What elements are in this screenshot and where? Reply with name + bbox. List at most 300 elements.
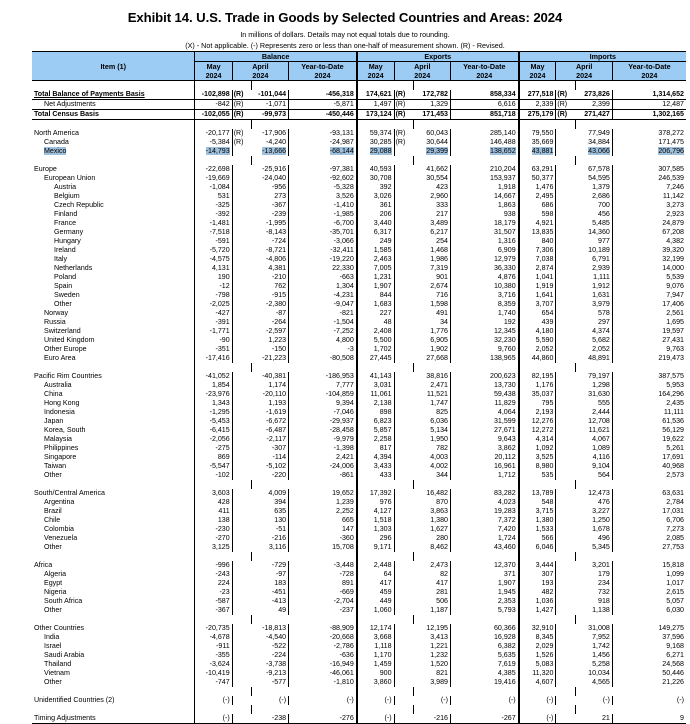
revised-flag — [394, 291, 413, 300]
imports-ytd-value: 9,763 — [666, 345, 684, 353]
balance-may-value: -798 — [215, 291, 230, 299]
imports-ytd-cell — [612, 219, 686, 228]
revised-flag — [232, 714, 251, 724]
header-item: Item (1) — [32, 52, 195, 81]
revised-flag — [394, 255, 413, 264]
exports-ytd-value: 851,718 — [490, 110, 516, 118]
exports-ytd-value: 5,793 — [497, 606, 516, 614]
row-label-text: Poland — [54, 273, 77, 281]
imports-ytd-cell — [612, 498, 686, 507]
exports-may-cell — [357, 399, 394, 408]
exports-may-cell — [357, 642, 394, 651]
imports-may-cell — [519, 255, 556, 264]
imports-april-value: 4,374 — [592, 327, 610, 335]
balance-april-value: -451 — [271, 588, 287, 596]
balance-ytd-value: -1,810 — [333, 678, 354, 686]
exports-ytd-value: 7,420 — [497, 525, 516, 533]
imports-may-cell — [519, 660, 556, 669]
revised-flag — [556, 696, 575, 705]
balance-ytd-value: -19,220 — [329, 255, 354, 263]
revised-flag — [556, 651, 575, 660]
row-label-text: Taiwan — [44, 462, 67, 470]
exports-april-value: 782 — [436, 444, 448, 452]
imports-april-value: 3,201 — [592, 561, 610, 569]
exports-ytd-value: 83,282 — [493, 489, 516, 497]
revised-flag — [232, 597, 251, 606]
balance-may-cell — [195, 138, 232, 147]
imports-may-value: (-) — [546, 696, 554, 704]
imports-may-value: 1,380 — [535, 516, 554, 524]
exports-may-cell — [357, 210, 394, 219]
imports-april-value: 476 — [598, 498, 610, 506]
exports-ytd-value: 138,965 — [490, 354, 516, 362]
revised-flag — [232, 147, 251, 156]
imports-april-cell — [575, 300, 612, 309]
balance-april-cell — [251, 174, 288, 183]
row-label — [32, 660, 195, 669]
revised-flag — [556, 624, 575, 633]
revised-flag — [556, 579, 575, 588]
imports-april-value: 1,298 — [592, 381, 610, 389]
imports-may-cell — [519, 597, 556, 606]
table-row — [32, 318, 686, 327]
balance-may-cell — [195, 462, 232, 471]
row-label-text: Hungary — [54, 237, 81, 245]
row-label — [32, 516, 195, 525]
exports-april-value: 825 — [436, 408, 448, 416]
balance-may-cell — [195, 588, 232, 597]
header-col-line1: April — [414, 62, 431, 71]
balance-ytd-value: 4,800 — [336, 336, 354, 344]
exports-may-value: 5,500 — [373, 336, 392, 344]
header-exports-col-0 — [357, 62, 394, 81]
balance-ytd-cell — [289, 696, 357, 705]
exports-april-cell — [413, 678, 450, 687]
exports-april-value: 217 — [436, 210, 448, 218]
table-row — [32, 660, 686, 669]
imports-may-cell — [519, 633, 556, 642]
revised-flag — [394, 642, 413, 651]
exports-may-value: 449 — [379, 597, 392, 605]
balance-may-value: -5,384 — [209, 138, 230, 146]
balance-april-value: 3,116 — [268, 543, 287, 551]
exports-april-value: 4,002 — [430, 462, 448, 470]
balance-april-cell — [251, 100, 288, 110]
balance-ytd-cell — [289, 435, 357, 444]
imports-may-cell — [519, 90, 556, 100]
imports-april-cell — [575, 183, 612, 192]
revised-flag — [556, 273, 575, 282]
balance-may-value: -275 — [215, 444, 230, 452]
table-row — [32, 597, 686, 606]
table-row — [32, 255, 686, 264]
balance-may-value: -20,735 — [205, 624, 230, 632]
balance-ytd-cell — [289, 597, 357, 606]
balance-ytd-cell — [289, 228, 357, 237]
revised-flag — [556, 336, 575, 345]
revised-flag — [556, 318, 575, 327]
exports-april-cell — [413, 561, 450, 570]
balance-april-cell — [251, 417, 288, 426]
balance-ytd-value: -3,066 — [333, 237, 354, 245]
table-row — [32, 110, 686, 120]
imports-april-cell — [575, 489, 612, 498]
revised-flag — [394, 336, 413, 345]
balance-may-value: 4,131 — [211, 264, 230, 272]
exports-may-value: 30,708 — [369, 174, 392, 182]
balance-april-value: 4,009 — [268, 489, 287, 497]
imports-ytd-value: 5,261 — [666, 444, 684, 452]
exports-ytd-cell — [450, 183, 518, 192]
imports-april-value: 10,189 — [588, 246, 610, 254]
exports-ytd-value: 60,366 — [493, 624, 516, 632]
revised-flag — [232, 408, 251, 417]
revised-flag — [556, 669, 575, 678]
exports-april-cell — [413, 327, 450, 336]
exports-may-cell — [357, 435, 394, 444]
exports-april-cell — [413, 651, 450, 660]
row-label — [32, 561, 195, 570]
revised-flag — [556, 165, 575, 174]
row-label-text: Ireland — [54, 246, 76, 254]
exports-ytd-value: 31,599 — [493, 417, 516, 425]
exports-may-cell — [357, 561, 394, 570]
balance-april-value: -21,223 — [262, 354, 287, 362]
imports-april-value: 234 — [598, 579, 610, 587]
exports-ytd-value: 12,979 — [493, 255, 516, 263]
row-label — [32, 210, 195, 219]
imports-may-value: 1,092 — [535, 444, 554, 452]
imports-ytd-value: 56,129 — [662, 426, 684, 434]
exports-april-value: 8,462 — [430, 543, 448, 551]
spacer-row — [32, 705, 686, 714]
exports-ytd-cell — [450, 543, 518, 552]
exports-ytd-cell — [450, 100, 518, 110]
exports-april-cell — [413, 696, 450, 705]
exports-ytd-value: 36,330 — [493, 264, 516, 272]
imports-may-value: 2,029 — [535, 642, 554, 650]
balance-ytd-value: -20,668 — [329, 633, 354, 641]
imports-may-cell — [519, 219, 556, 228]
exports-april-value: 82 — [440, 570, 448, 578]
balance-ytd-value: -88,909 — [329, 624, 354, 632]
imports-ytd-cell — [612, 399, 686, 408]
exports-ytd-cell — [450, 525, 518, 534]
exports-april-cell — [413, 633, 450, 642]
row-label-text: Sweden — [54, 291, 80, 299]
balance-may-value: -41,052 — [205, 372, 230, 380]
balance-april-value: 130 — [274, 516, 287, 524]
imports-ytd-cell — [612, 543, 686, 552]
imports-april-value: 2,444 — [592, 408, 610, 416]
imports-april-cell — [575, 246, 612, 255]
balance-april-value: 762 — [274, 282, 287, 290]
imports-ytd-cell — [612, 642, 686, 651]
imports-april-value: 918 — [598, 597, 610, 605]
exports-may-value: 7,005 — [373, 264, 392, 272]
balance-ytd-value: 2,252 — [336, 507, 354, 515]
table-row — [32, 381, 686, 390]
balance-may-value: -22,698 — [205, 165, 230, 173]
revised-flag — [232, 345, 251, 354]
imports-april-value: 700 — [598, 201, 610, 209]
exports-may-value: 1,907 — [373, 282, 392, 290]
exports-may-cell — [357, 100, 394, 110]
imports-ytd-cell — [612, 534, 686, 543]
imports-april-value: 271,427 — [584, 110, 610, 118]
imports-ytd-cell — [612, 147, 686, 156]
exports-may-value: 59,374 — [369, 129, 392, 137]
row-label — [32, 381, 195, 390]
exports-april-value: 1,747 — [430, 399, 448, 407]
exports-ytd-cell — [450, 282, 518, 291]
imports-april-cell — [575, 201, 612, 210]
exports-may-cell — [357, 282, 394, 291]
revised-flag — [232, 309, 251, 318]
revised-flag: (R) — [232, 90, 251, 100]
exports-may-value: 1,683 — [373, 300, 392, 308]
imports-ytd-value: 61,536 — [662, 417, 684, 425]
revised-flag — [556, 417, 575, 426]
exports-april-cell — [413, 309, 450, 318]
imports-april-value: 34,884 — [588, 138, 610, 146]
exports-ytd-cell — [450, 453, 518, 462]
balance-may-value: 138 — [217, 516, 230, 524]
spacer-row — [32, 81, 686, 91]
balance-ytd-value: -669 — [339, 588, 354, 596]
balance-ytd-value: -97,381 — [329, 165, 354, 173]
row-label-text: Singapore — [44, 453, 77, 461]
balance-may-value: -19,669 — [205, 174, 230, 182]
balance-may-value: -17,416 — [205, 354, 230, 362]
balance-april-value: -220 — [271, 471, 287, 479]
exports-may-value: 976 — [379, 498, 392, 506]
imports-april-cell — [575, 273, 612, 282]
exports-may-cell — [357, 606, 394, 615]
row-label-text: Total Balance of Payments Basis — [34, 90, 145, 98]
exports-april-value: 344 — [436, 471, 448, 479]
table-row — [32, 192, 686, 201]
imports-may-value: 2,052 — [535, 345, 554, 353]
imports-ytd-value: 24,879 — [662, 219, 684, 227]
exports-may-value: 1,118 — [374, 642, 392, 650]
balance-may-value: 1,854 — [211, 381, 230, 389]
row-label-text: Malaysia — [44, 435, 72, 443]
imports-ytd-cell — [612, 588, 686, 597]
revised-flag — [232, 624, 251, 633]
balance-april-cell — [251, 300, 288, 309]
imports-ytd-cell — [612, 318, 686, 327]
exports-may-value: 433 — [379, 471, 392, 479]
exports-ytd-value: 19,416 — [493, 678, 516, 686]
revised-flag — [394, 165, 413, 174]
imports-may-cell — [519, 588, 556, 597]
imports-ytd-cell — [612, 201, 686, 210]
balance-april-value: -307 — [271, 444, 287, 452]
imports-may-value: 43,881 — [531, 147, 554, 155]
exports-may-value: 1,459 — [373, 660, 392, 668]
row-label — [32, 696, 195, 705]
imports-ytd-cell — [612, 669, 686, 678]
exports-may-value: 30,285 — [369, 138, 392, 146]
exports-april-value: 1,232 — [430, 651, 448, 659]
balance-ytd-value: -28,458 — [329, 426, 354, 434]
row-label — [32, 588, 195, 597]
exports-april-cell — [413, 100, 450, 110]
table-row — [32, 624, 686, 633]
imports-april-cell — [575, 174, 612, 183]
table-row — [32, 183, 686, 192]
exports-may-cell — [357, 228, 394, 237]
imports-ytd-value: 6,271 — [666, 651, 684, 659]
exports-may-cell — [357, 660, 394, 669]
balance-ytd-cell — [289, 345, 357, 354]
table-row — [32, 426, 686, 435]
revised-flag — [394, 606, 413, 615]
exports-may-value: 41,143 — [369, 372, 392, 380]
exports-april-value: 1,187 — [430, 606, 448, 614]
exports-may-value: 417 — [379, 579, 392, 587]
imports-april-cell — [575, 570, 612, 579]
balance-april-value: -97 — [275, 570, 287, 578]
revised-flag — [394, 570, 413, 579]
imports-may-cell — [519, 264, 556, 273]
balance-may-value: -842 — [215, 100, 230, 108]
exports-ytd-cell — [450, 498, 518, 507]
balance-april-value: -2,597 — [266, 327, 287, 335]
exports-ytd-value: 200,623 — [490, 372, 516, 380]
revised-flag: (R) — [232, 110, 251, 120]
imports-may-cell — [519, 147, 556, 156]
imports-may-cell — [519, 714, 556, 724]
row-label — [32, 534, 195, 543]
imports-ytd-cell — [612, 426, 686, 435]
imports-may-cell — [519, 237, 556, 246]
revised-flag — [232, 507, 251, 516]
header-imports-col-0 — [519, 62, 556, 81]
exports-april-cell — [413, 453, 450, 462]
imports-april-value: 3,979 — [592, 300, 610, 308]
revised-flag — [556, 264, 575, 273]
imports-may-value: 35,669 — [531, 138, 554, 146]
balance-april-cell — [251, 570, 288, 579]
balance-april-cell — [251, 579, 288, 588]
exports-may-value: 48 — [383, 318, 392, 326]
imports-april-cell — [575, 624, 612, 633]
revised-flag — [556, 561, 575, 570]
imports-may-value: 1,919 — [535, 282, 554, 290]
revised-flag — [394, 237, 413, 246]
exports-ytd-cell — [450, 246, 518, 255]
header-imports-col-1 — [556, 62, 612, 81]
imports-ytd-cell — [612, 408, 686, 417]
imports-may-value: 193 — [541, 579, 554, 587]
revised-flag: (R) — [556, 110, 575, 120]
table-row — [32, 561, 686, 570]
revised-flag — [232, 192, 251, 201]
exports-april-value: 2,960 — [430, 192, 448, 200]
revised-flag — [394, 651, 413, 660]
balance-ytd-cell — [289, 165, 357, 174]
imports-april-cell — [575, 237, 612, 246]
revised-flag — [232, 273, 251, 282]
table-row — [32, 714, 686, 724]
exports-april-cell — [413, 660, 450, 669]
exports-may-value: 206 — [379, 210, 392, 218]
imports-ytd-value: 2,435 — [666, 399, 684, 407]
imports-may-value: 566 — [541, 534, 554, 542]
table-row — [32, 435, 686, 444]
balance-ytd-value: -46,061 — [329, 669, 354, 677]
exports-ytd-cell — [450, 318, 518, 327]
row-label-text: Egypt — [44, 579, 63, 587]
exports-ytd-cell — [450, 165, 518, 174]
exports-ytd-value: 3,862 — [497, 444, 516, 452]
balance-ytd-cell — [289, 237, 357, 246]
balance-ytd-value: -450,446 — [325, 110, 354, 118]
imports-ytd-value: 164,296 — [658, 390, 684, 398]
imports-ytd-cell — [612, 597, 686, 606]
imports-may-value: 1,476 — [535, 183, 554, 191]
revised-flag — [232, 669, 251, 678]
revised-flag — [556, 237, 575, 246]
balance-may-value: 531 — [217, 192, 230, 200]
revised-flag — [394, 399, 413, 408]
imports-april-cell — [575, 516, 612, 525]
revised-flag — [232, 426, 251, 435]
revised-flag — [556, 606, 575, 615]
balance-april-cell — [251, 714, 288, 724]
imports-april-cell — [575, 642, 612, 651]
row-label-text: Pacific Rim Countries — [34, 372, 102, 380]
revised-flag — [232, 534, 251, 543]
row-label — [32, 669, 195, 678]
revised-flag — [394, 588, 413, 597]
imports-may-cell — [519, 129, 556, 138]
header-col-line2: 2024 — [576, 71, 593, 80]
revised-flag — [232, 354, 251, 363]
balance-april-value: -13,666 — [262, 147, 287, 155]
imports-april-cell — [575, 210, 612, 219]
exports-may-cell — [357, 588, 394, 597]
imports-april-cell — [575, 606, 612, 615]
imports-ytd-cell — [612, 381, 686, 390]
imports-ytd-value: 17,691 — [662, 453, 684, 461]
balance-april-cell — [251, 408, 288, 417]
imports-may-cell — [519, 678, 556, 687]
imports-april-cell — [575, 147, 612, 156]
balance-may-cell — [195, 300, 232, 309]
revised-flag — [556, 453, 575, 462]
row-label — [32, 453, 195, 462]
row-label-text: Korea, South — [44, 426, 86, 434]
imports-may-cell — [519, 507, 556, 516]
imports-ytd-value: 171,475 — [658, 138, 684, 146]
exports-ytd-cell — [450, 264, 518, 273]
balance-ytd-cell — [289, 543, 357, 552]
imports-april-cell — [575, 399, 612, 408]
row-label-text: Switzerland — [44, 327, 81, 335]
exports-april-value: 11,521 — [426, 390, 448, 398]
exports-april-cell — [413, 264, 450, 273]
imports-may-cell — [519, 273, 556, 282]
imports-may-cell — [519, 201, 556, 210]
revised-flag — [232, 579, 251, 588]
balance-may-value: -587 — [215, 597, 230, 605]
exports-ytd-value: 4,876 — [497, 273, 516, 281]
imports-ytd-cell — [612, 210, 686, 219]
exports-april-cell — [413, 282, 450, 291]
